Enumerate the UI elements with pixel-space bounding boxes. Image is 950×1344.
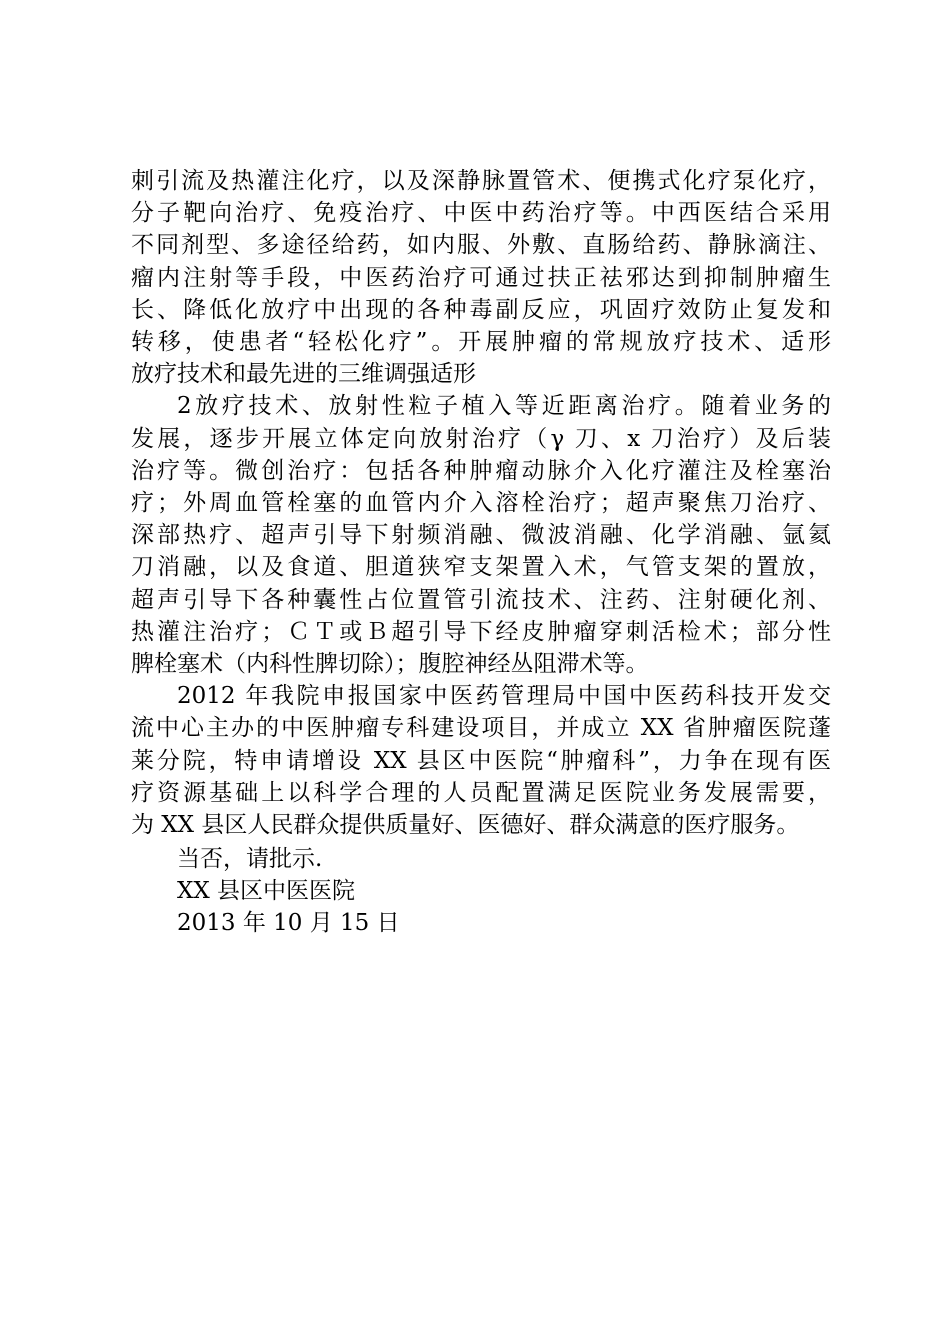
text-line: 流中心主办的中医肿瘤专科建设项目，并成立 XX 省肿瘤医院蓬 <box>131 715 831 742</box>
text-line: 莱分院，特申请增设 XX 县区中医院“肿瘤科”，力争在现有医 <box>131 747 831 774</box>
document-body <box>131 165 831 841</box>
text-line: 超声引导下各种囊性占位置管引流技术、注药、注射硬化剂、 <box>131 586 831 613</box>
text-line: 为 XX 县区人民群众提供质量好、医德好、群众满意的医疗服务。 <box>131 812 800 839</box>
text-line: 深部热疗、超声引导下射频消融、微波消融、化学消融、氩氦 <box>131 522 831 549</box>
text-line: 刀消融，以及食道、胆道狭窄支架置入术，气管支架的置放， <box>131 554 831 581</box>
text-line: 瘤内注射等手段，中医药治疗可通过扶正祛邪达到抑制肿瘤生 <box>131 264 831 291</box>
text-line: 2放疗技术、放射性粒子植入等近距离治疗。随着业务的 <box>177 393 831 420</box>
text-line: 刺引流及热灌注化疗，以及深静脉置管术、便携式化疗泵化疗， <box>131 168 831 194</box>
text-line: 不同剂型、多途径给药，如内服、外敷、直肠给药、静脉滴注、 <box>131 232 831 259</box>
paragraph-treatment-methods <box>131 165 831 390</box>
document-date: 2013 年 10 月 15 日 <box>177 910 400 937</box>
paragraph-radiotherapy <box>131 390 831 680</box>
text-line: 疗；外周血管栓塞的血管内介入溶栓治疗；超声聚焦刀治疗、 <box>131 490 831 517</box>
text-line: 脾栓塞术（内科性脾切除）；腹腔神经丛阻滞术等。 <box>131 651 649 678</box>
closing-block <box>177 843 400 940</box>
approval-request: 当否，请批示. <box>177 846 323 872</box>
text-line: 疗资源基础上以科学合理的人员配置满足医院业务发展需要， <box>131 779 831 806</box>
text-line: 转移，使患者“轻松化疗”。开展肿瘤的常规放疗技术、适形 <box>131 329 831 356</box>
text-line: 放疗技术和最先进的三维调强适形 <box>131 361 476 388</box>
text-line: 发展，逐步开展立体定向放射治疗（γ 刀、x 刀治疗）及后装 <box>131 425 831 452</box>
text-line: 分子靶向治疗、免疫治疗、中医中药治疗等。中西医结合采用 <box>131 200 831 227</box>
text-line: 热灌注治疗；ＣＴ或Ｂ超引导下经皮肿瘤穿刺活检术；部分性 <box>131 618 831 645</box>
text-line: 治疗等。微创治疗：包括各种肿瘤动脉介入化疗灌注及栓塞治 <box>131 457 831 484</box>
paragraph-application <box>131 680 831 841</box>
signature: XX 县区中医医院 <box>177 878 356 905</box>
text-line: 2012 年我院申报国家中医药管理局中国中医药科技开发交 <box>177 683 831 710</box>
text-line: 长、降低化放疗中出现的各种毒副反应，巩固疗效防止复发和 <box>131 296 831 323</box>
